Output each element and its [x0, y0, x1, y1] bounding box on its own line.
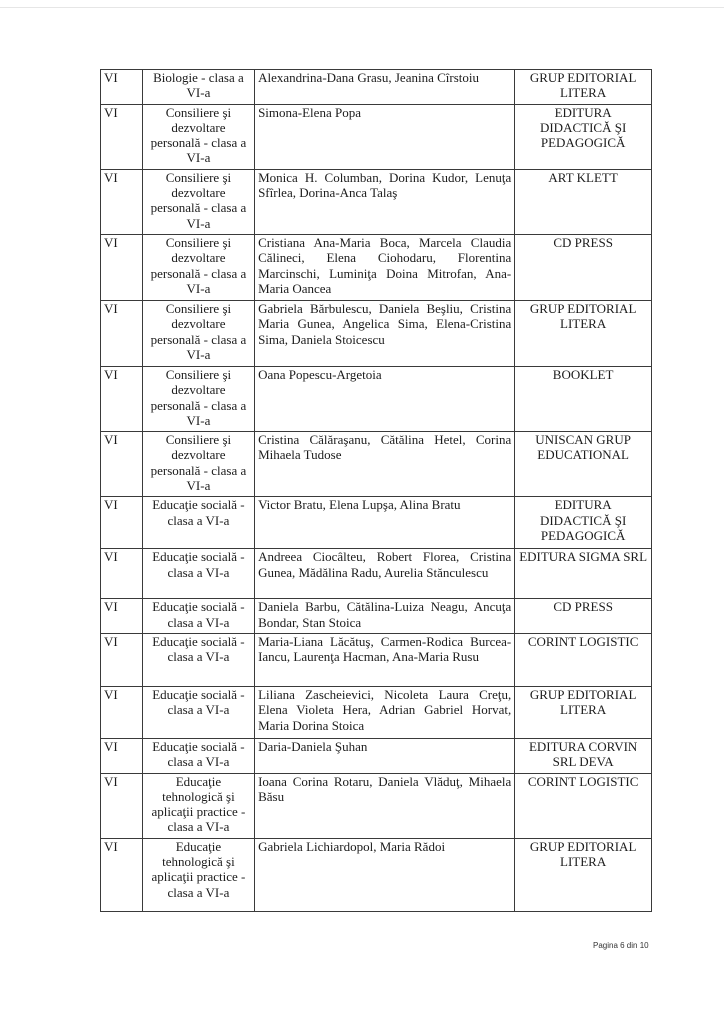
publisher-cell: GRUP EDITORIAL LITERA [515, 300, 652, 366]
table-body [101, 70, 652, 912]
authors-cell: Monica H. Columban, Dorina Kudor, Lenuţa Sfîrlea, Dorina-Anca Talaş [255, 169, 515, 234]
publisher-cell: EDITURA CORVIN SRL DEVA [515, 738, 652, 773]
class-cell: VI [101, 366, 143, 431]
class-cell: VI [101, 432, 143, 497]
authors-cell: Cristina Călăraşanu, Cătălina Hetel, Corina Mihaela Tudose [255, 432, 515, 497]
publisher-cell: GRUP EDITORIAL LITERA [515, 70, 652, 105]
subject-cell: Educaţie socială - clasa a VI-a [142, 599, 254, 634]
class-cell: VI [101, 169, 143, 234]
authors-cell: Maria-Liana Lăcătuş, Carmen-Rodica Burcea-Iancu, Laurenţa Hacman, Ana-Maria Rusu [255, 633, 515, 686]
class-cell: VI [101, 234, 143, 300]
authors-cell: Liliana Zascheievici, Nicoleta Laura Creţu, Elena Violeta Hera, Adrian Gabriel Horvat, Maria Dorina Stoica [255, 686, 515, 738]
class-cell: VI [101, 70, 143, 105]
authors-cell: Alexandrina-Dana Grasu, Jeanina Cîrstoiu [255, 70, 515, 105]
table-row [101, 432, 652, 497]
table-row [101, 366, 652, 431]
subject-cell: Educaţie tehnologică şi aplicaţii practice - clasa a VI-a [142, 838, 254, 911]
publisher-cell: CD PRESS [515, 234, 652, 300]
authors-cell: Daria-Daniela Şuhan [255, 738, 515, 773]
authors-cell: Gabriela Lichiardopol, Maria Rădoi [255, 838, 515, 911]
class-cell: VI [101, 300, 143, 366]
subject-cell: Consiliere şi dezvoltare personală - clasa a VI-a [142, 169, 254, 234]
publisher-cell: CORINT LOGISTIC [515, 633, 652, 686]
table-row [101, 838, 652, 911]
class-cell: VI [101, 838, 143, 911]
table-row [101, 169, 652, 234]
publisher-cell: EDITURA SIGMA SRL [515, 549, 652, 599]
subject-cell: Educaţie socială - clasa a VI-a [142, 497, 254, 549]
table-row [101, 686, 652, 738]
class-cell: VI [101, 497, 143, 549]
class-cell: VI [101, 738, 143, 773]
subject-cell: Educaţie socială - clasa a VI-a [142, 549, 254, 599]
class-cell: VI [101, 549, 143, 599]
class-cell: VI [101, 599, 143, 634]
subject-cell: Educaţie socială - clasa a VI-a [142, 686, 254, 738]
authors-cell: Oana Popescu-Argetoia [255, 366, 515, 431]
authors-cell: Ioana Corina Rotaru, Daniela Vlăduţ, Mihaela Băsu [255, 773, 515, 838]
publisher-cell: CORINT LOGISTIC [515, 773, 652, 838]
publisher-cell: EDITURA DIDACTICĂ ŞI PEDAGOGICĂ [515, 497, 652, 549]
subject-cell: Educaţie tehnologică şi aplicaţii practice - clasa a VI-a [142, 773, 254, 838]
authors-cell: Victor Bratu, Elena Lupşa, Alina Bratu [255, 497, 515, 549]
authors-cell: Daniela Barbu, Cătălina-Luiza Neagu, Ancuţa Bondar, Stan Stoica [255, 599, 515, 634]
subject-cell: Educaţie socială - clasa a VI-a [142, 738, 254, 773]
authors-cell: Gabriela Bărbulescu, Daniela Beşliu, Cristina Maria Gunea, Angelica Sima, Elena-Cristina Sima, Daniela Stoicescu [255, 300, 515, 366]
table-row [101, 738, 652, 773]
subject-cell: Consiliere şi dezvoltare personală - clasa a VI-a [142, 300, 254, 366]
publisher-cell: EDITURA DIDACTICĂ ŞI PEDAGOGICĂ [515, 104, 652, 169]
table-row [101, 773, 652, 838]
authors-cell: Cristiana Ana-Maria Boca, Marcela Claudia Călineci, Elena Ciohodaru, Florentina Marcinschi, Luminiţa Doina Mitrofan, Ana-Maria Oancea [255, 234, 515, 300]
scan-edge-line [0, 7, 724, 8]
subject-cell: Consiliere şi dezvoltare personală - clasa a VI-a [142, 432, 254, 497]
publisher-cell: ART KLETT [515, 169, 652, 234]
table-row [101, 549, 652, 599]
subject-cell: Consiliere şi dezvoltare personală - clasa a VI-a [142, 234, 254, 300]
table-row [101, 300, 652, 366]
subject-cell: Consiliere şi dezvoltare personală - clasa a VI-a [142, 104, 254, 169]
publisher-cell: BOOKLET [515, 366, 652, 431]
textbook-table [100, 69, 652, 912]
class-cell: VI [101, 773, 143, 838]
class-cell: VI [101, 104, 143, 169]
authors-cell: Simona-Elena Popa [255, 104, 515, 169]
table-row [101, 104, 652, 169]
class-cell: VI [101, 633, 143, 686]
table-row [101, 599, 652, 634]
authors-cell: Andreea Ciocâlteu, Robert Florea, Cristina Gunea, Mădălina Radu, Aurelia Stănculescu [255, 549, 515, 599]
publisher-cell: UNISCAN GRUP EDUCATIONAL [515, 432, 652, 497]
publisher-cell: GRUP EDITORIAL LITERA [515, 838, 652, 911]
publisher-cell: CD PRESS [515, 599, 652, 634]
subject-cell: Consiliere şi dezvoltare personală - clasa a VI-a [142, 366, 254, 431]
table-row [101, 633, 652, 686]
table-row [101, 70, 652, 105]
subject-cell: Biologie - clasa a VI-a [142, 70, 254, 105]
class-cell: VI [101, 686, 143, 738]
page-number: Pagina 6 din 10 [593, 941, 649, 950]
subject-cell: Educaţie socială - clasa a VI-a [142, 633, 254, 686]
table-row [101, 497, 652, 549]
table-row [101, 234, 652, 300]
publisher-cell: GRUP EDITORIAL LITERA [515, 686, 652, 738]
